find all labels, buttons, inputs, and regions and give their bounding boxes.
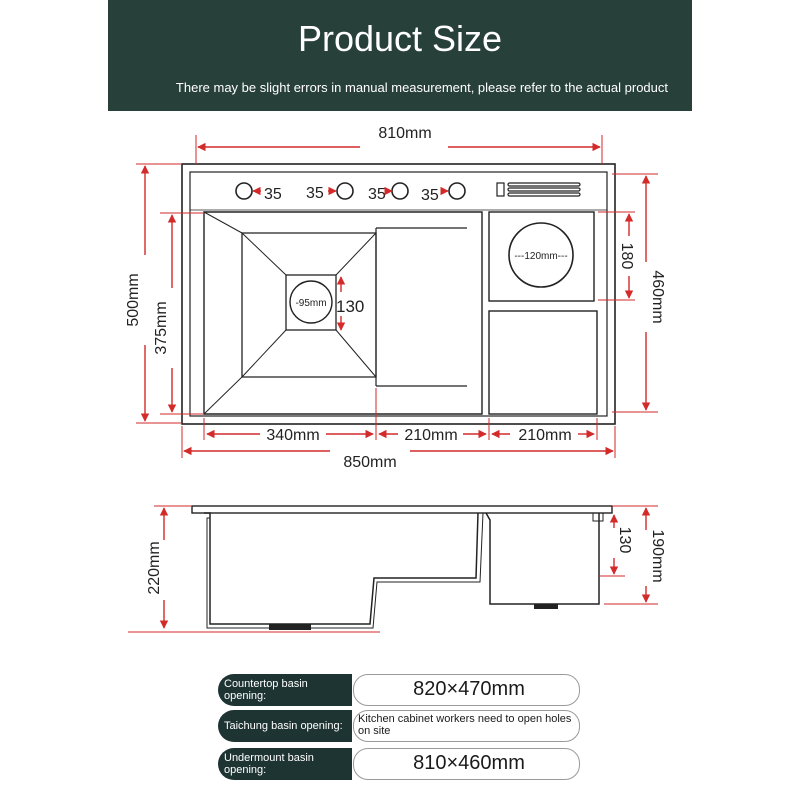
small-basin <box>489 311 597 414</box>
side-left-basin <box>204 513 478 624</box>
spec-value: Kitchen cabinet workers need to open holes on site <box>358 713 572 737</box>
spec-row-undermount <box>218 748 580 778</box>
spec-label: Countertop basin opening: <box>218 674 352 706</box>
drain-dim-label: -95mm <box>295 298 327 309</box>
faucet-hole <box>337 183 353 199</box>
side-drain-right <box>534 604 558 609</box>
top-width-value: 810mm <box>378 125 432 142</box>
cup-dim-value: 180 <box>618 242 635 270</box>
faucet-hole <box>449 183 465 199</box>
hole-dim-label: 35 <box>368 186 386 203</box>
side-view <box>128 506 666 632</box>
side-right-basin-step <box>593 513 603 521</box>
cup-washer-label: ---120mm--- <box>514 251 568 262</box>
spec-value: 820×470mm <box>413 677 525 700</box>
right-height-value: 460mm <box>649 270 666 324</box>
left-depth-value: 220mm <box>146 541 163 595</box>
page-subtitle: There may be slight errors in manual measurement, please refer to the actual product <box>175 80 668 95</box>
side-drain-left <box>269 624 311 630</box>
spec-row-countertop <box>218 674 580 704</box>
side-left-basin-inner <box>207 513 483 628</box>
sink-outer-outline <box>182 164 615 424</box>
faucet-hole <box>392 183 408 199</box>
outer-height-value: 500mm <box>125 273 142 327</box>
right-depth-outer-value: 190mm <box>649 529 666 583</box>
spec-label: Undermount basin opening: <box>218 748 352 780</box>
bottom-width-value: 850mm <box>343 454 397 471</box>
drain-dim-value: 130 <box>336 297 365 316</box>
spec-label: Taichung basin opening: <box>218 710 352 742</box>
segment-right-value: 210mm <box>518 427 572 444</box>
spec-value: 810×460mm <box>413 751 525 774</box>
sink-inner-outline <box>190 172 607 416</box>
hole-dim-label: 35 <box>264 186 282 203</box>
top-view <box>125 125 666 471</box>
hole-dim-label: 35 <box>306 185 324 202</box>
right-depth-inner-value: 130 <box>616 526 633 554</box>
faucet-hole <box>236 183 252 199</box>
spec-row-taichung <box>218 710 580 740</box>
side-rim <box>192 506 612 513</box>
segment-mid-value: 210mm <box>404 427 458 444</box>
inner-height-value: 375mm <box>153 301 170 355</box>
side-right-basin <box>486 513 599 604</box>
hole-dim-label: 35 <box>421 187 439 204</box>
segment-left-value: 340mm <box>266 427 320 444</box>
page-title: Product Size <box>297 18 503 59</box>
utensil-slots <box>497 183 580 196</box>
